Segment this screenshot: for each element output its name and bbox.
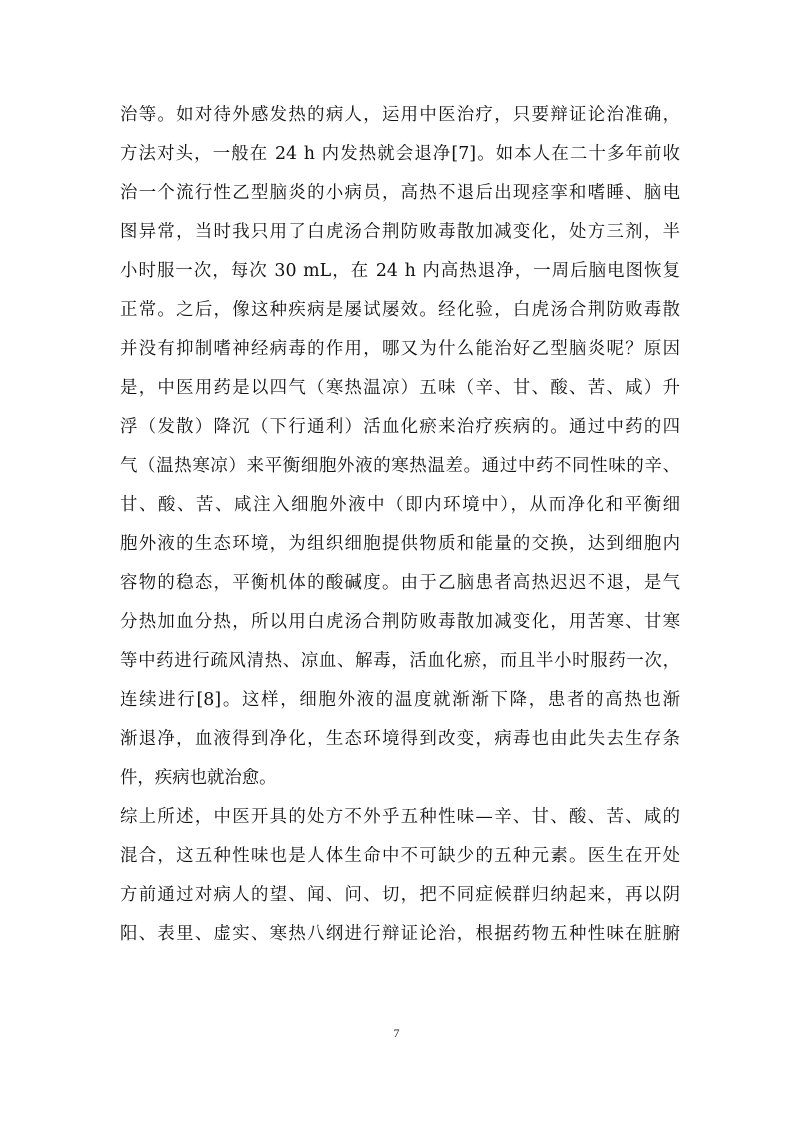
body-text (120, 96, 680, 954)
text-line: 容物的稳态，平衡机体的酸碱度。由于乙脑患者高热迟迟不退，是气 (120, 573, 680, 593)
text-line: 小时服一次，每次 30 mL，在 24 h 内高热退净，一周后脑电图恢复 (120, 261, 680, 281)
text-line: 渐退净，血液得到净化，生态环境得到改变，病毒也由此失去生存条 (120, 729, 680, 749)
paragraph-2 (120, 798, 680, 954)
text-line: 治等。如对待外感发热的病人，运用中医治疗，只要辩证论治准确， (120, 105, 680, 125)
text-line: 分热加血分热，所以用白虎汤合荆防败毒散加减变化，用苦寒、甘寒 (120, 612, 680, 632)
text-line: 正常。之后，像这种疾病是屡试屡效。经化验，白虎汤合荆防败毒散 (120, 300, 680, 320)
text-line: 混合，这五种性味也是人体生命中不可缺少的五种元素。医生在开处 (120, 846, 680, 866)
text-line: 甘、酸、苦、咸注入细胞外液中（即内环境中），从而净化和平衡细 (120, 495, 680, 515)
text-line: 胞外液的生态环境，为组织细胞提供物质和能量的交换，达到细胞内 (120, 534, 680, 554)
text-line: 综上所述，中医开具的处方不外乎五种性味—辛、甘、酸、苦、咸的 (120, 807, 680, 827)
text-line: 气（温热寒凉）来平衡细胞外液的寒热温差。通过中药不同性味的辛、 (120, 456, 680, 476)
text-line: 图异常，当时我只用了白虎汤合荆防败毒散加减变化，处方三剂，半 (120, 222, 680, 242)
paragraph-1 (120, 96, 680, 798)
text-line: 浮（发散）降沉（下行通利）活血化瘀来治疗疾病的。通过中药的四 (120, 417, 680, 437)
text-line: 等中药进行疏风清热、凉血、解毒，活血化瘀，而且半小时服药一次， (120, 651, 680, 671)
text-line: 并没有抑制嗜神经病毒的作用，哪又为什么能治好乙型脑炎呢？原因 (120, 339, 680, 359)
text-line: 治一个流行性乙型脑炎的小病员，高热不退后出现痉挛和嗜睡、脑电 (120, 183, 680, 203)
text-line: 方法对头，一般在 24 h 内发热就会退净[7]。如本人在二十多年前收 (120, 144, 680, 164)
text-line: 方前通过对病人的望、闻、问、切，把不同症候群归纳起来，再以阴 (120, 885, 680, 905)
text-line: 连续进行[8]。这样，细胞外液的温度就渐渐下降，患者的高热也渐 (120, 690, 680, 710)
page-number: 7 (393, 1026, 400, 1040)
text-line: 件，疾病也就治愈。 (120, 768, 277, 788)
text-line: 阳、表里、虚实、寒热八纲进行辩证论治，根据药物五种性味在脏腑 (120, 924, 680, 944)
text-line: 是，中医用药是以四气（寒热温凉）五味（辛、甘、酸、苦、咸）升 (120, 378, 680, 398)
